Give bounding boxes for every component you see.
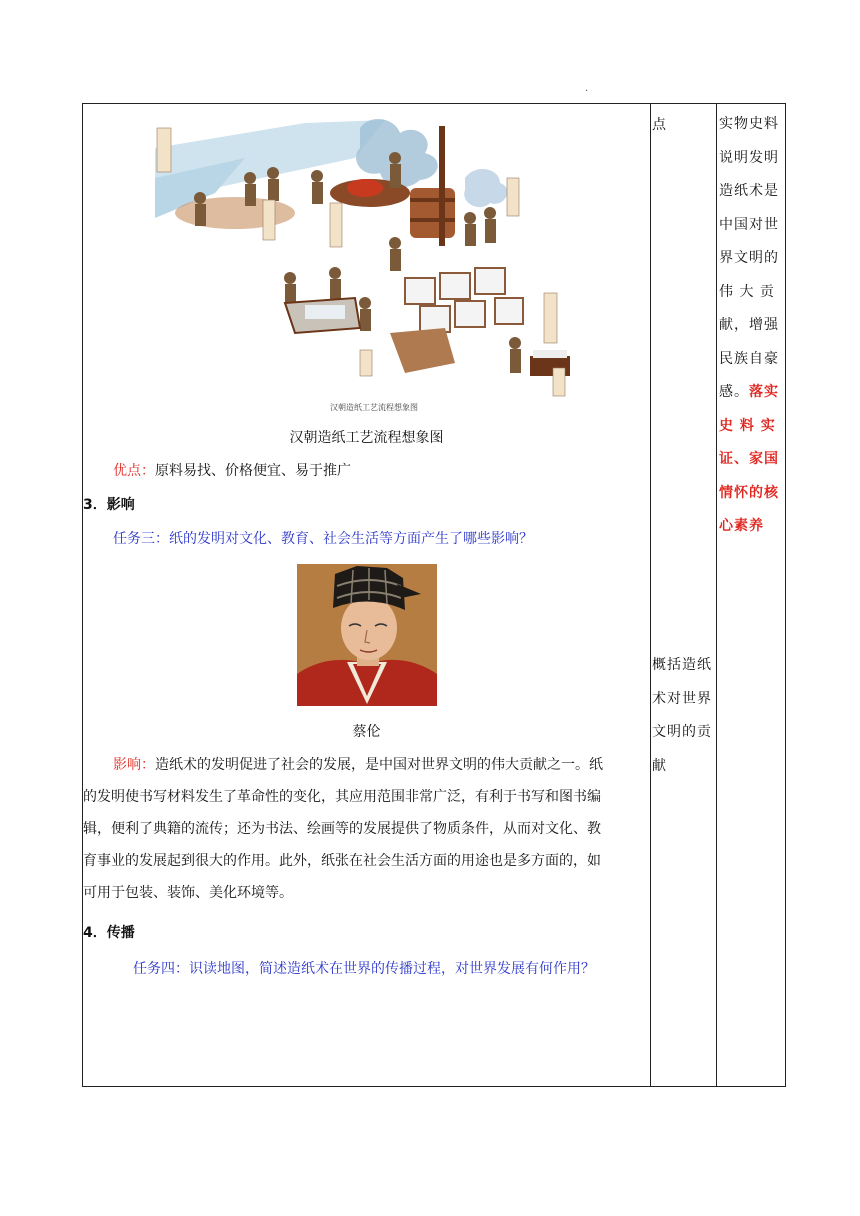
impact-line: 影响：造纸术的发明促进了社会的发展，是中国对世界文明的伟大贡献之一。纸 — [113, 757, 603, 773]
impact-line: 可用于包装、装饰、美化环境等。 — [83, 885, 293, 901]
advantage-label: 优点： — [113, 463, 155, 479]
core-literacy-highlight: 落实 — [749, 384, 779, 400]
page-mark: · — [585, 86, 589, 97]
cai-lun-portrait — [297, 564, 437, 706]
illustration-caption: 汉朝造纸工艺流程想象图 — [289, 430, 444, 446]
illustration-inner-caption: 汉朝造纸工艺流程想象图 — [330, 403, 418, 412]
task-3: 任务三：纸的发明对文化、教育、社会生活等方面产生了哪些影响？ — [113, 531, 533, 547]
activity-top-text: 点 — [652, 117, 667, 133]
portrait-caption: 蔡伦 — [352, 724, 381, 740]
activity-column — [651, 104, 717, 1087]
impact-paragraph — [83, 749, 650, 909]
content-column — [83, 104, 651, 1087]
impact-label: 影响： — [113, 757, 155, 773]
activity-text: 概括造纸 术对世界 文明的贡 献 — [652, 657, 712, 774]
intent-column — [717, 104, 786, 1087]
section-4-title: 4．传播 — [83, 925, 135, 941]
impact-line: 辑，便利了典籍的流传；还为书法、绘画等的发展提供了物质条件，从而对文化、教 — [83, 821, 601, 837]
advantage-text: 原料易找、价格便宜、易于推广 — [155, 463, 351, 479]
task-4: 任务四：识读地图，简述造纸术在世界的传播过程，对世界发展有何作用？ — [133, 961, 595, 977]
section-3-title: 3．影响 — [83, 497, 135, 513]
papermaking-illustration — [155, 118, 577, 414]
intent-text: 实物史料 说明发明 造纸术是 中国对世 界文明的 伟 大 贡 献，增强 民族自豪 感。落实 史 料 实 证、家国 情怀的核 心素养 — [719, 116, 779, 534]
impact-line: 的发明使书写材料发生了革命性的变化，其应用范围非常广泛，有利于书写和图书编 — [83, 789, 601, 805]
advantage-line — [113, 455, 351, 488]
impact-line: 育事业的发展起到很大的作用。此外，纸张在社会生活方面的用途也是多方面的，如 — [83, 853, 601, 869]
lesson-table — [82, 103, 786, 1087]
